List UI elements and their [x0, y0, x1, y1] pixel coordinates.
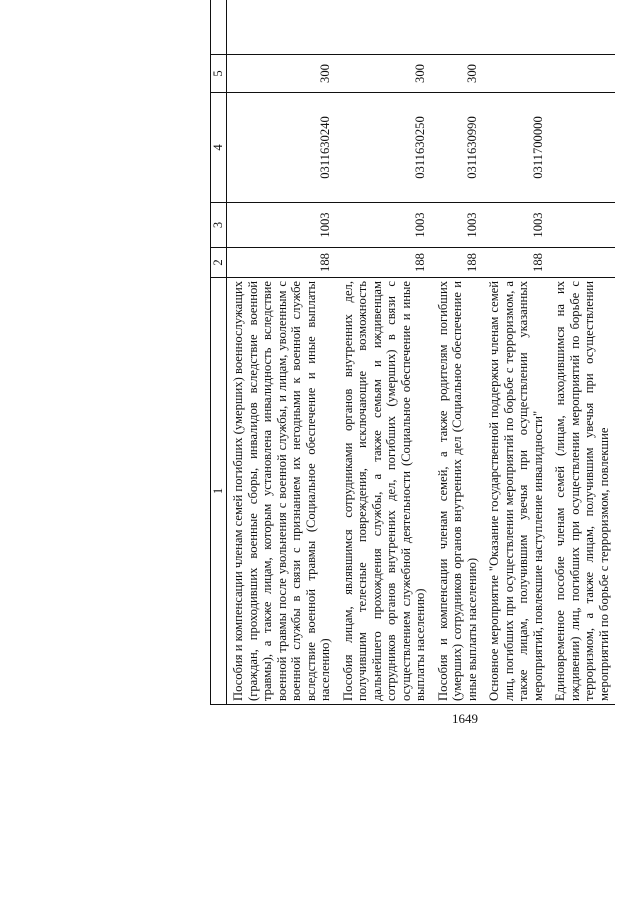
- row-description: Единовременное пособие членам семей (лицам, находившимся на их иждивении) лиц, погибших при осуществлении мероприятий по борьбе с терроризмом, а также лицам, получившим увечья при осуществлении мероприятий по борьбе с терроризмом, повлекшие: [549, 278, 615, 705]
- row-description: Пособия лицам, являвшимся сотрудниками органов внутренних дел, получившим телесные повреждения, исключающие возможность дальнейшего прохождения службы, а также семьям и иждивенцам сотрудников органов внутренних дел, погибших (умерших) в связи с осуществлением служебной деятельности (Социальное обеспечение и иные выплаты населению): [337, 278, 432, 705]
- row-amount: [483, 0, 549, 55]
- row-amount: [432, 0, 484, 55]
- row-expense-type: [549, 55, 615, 93]
- row-ministry-code: [549, 248, 615, 278]
- row-amount: [227, 0, 337, 55]
- row-description: Пособия и компенсации членам семей погибших (умерших) военнослужащих (граждан, проходивших военные сборы, инвалидов вследствие военной травмы), а также лицам, которым установлена инвалидность вследствие военной травмы после увольнения с военной службы, и лицам, уволенным с военной службы в связи с признанием их негодными к военной службе вследствие военной травмы (Социальное обеспечение и иные выплаты населению): [227, 278, 337, 705]
- header-row: [211, 0, 227, 705]
- page-number: 1649: [452, 711, 478, 726]
- column-header-1: 1: [211, 278, 227, 705]
- row-expense-type: 300: [432, 55, 484, 93]
- column-header-2: 2: [211, 248, 227, 278]
- row-ministry-code: 188: [337, 248, 432, 278]
- table-row: [432, 0, 484, 705]
- row-ministry-code: 188: [227, 248, 337, 278]
- column-header-3: 3: [211, 203, 227, 248]
- row-amount: [337, 0, 432, 55]
- row-target-code: 0311700000: [483, 93, 549, 203]
- row-target-code: 0311630250: [337, 93, 432, 203]
- row-section-code: 1003: [337, 203, 432, 248]
- table-row: [337, 0, 432, 705]
- row-target-code: 0311630240: [227, 93, 337, 203]
- column-header-6: [211, 0, 227, 55]
- row-amount: [549, 0, 615, 55]
- row-section-code: 1003: [432, 203, 484, 248]
- row-section-code: [549, 203, 615, 248]
- table-row: [227, 0, 337, 705]
- row-target-code: [549, 93, 615, 203]
- table-row: [483, 0, 549, 705]
- row-section-code: 1003: [483, 203, 549, 248]
- rotated-content: [190, 0, 640, 727]
- page-number-area: [190, 711, 640, 727]
- row-description: Основное мероприятие "Оказание государственной поддержки членам семей лиц, погибших при осуществлении мероприятий по борьбе с терроризмом, а также лицам, получившим увечья при осуществлении указанных мероприятий, повлекшие наступление инвалидности": [483, 278, 549, 705]
- row-ministry-code: 188: [483, 248, 549, 278]
- table-row: [549, 0, 615, 705]
- row-expense-type: [483, 55, 549, 93]
- row-expense-type: 300: [227, 55, 337, 93]
- row-expense-type: 300: [337, 55, 432, 93]
- column-header-5: 5: [211, 55, 227, 93]
- row-target-code: 0311630990: [432, 93, 484, 203]
- row-section-code: 1003: [227, 203, 337, 248]
- row-description: Пособия и компенсации членам семей, а также родителям погибших (умерших) сотрудников органов внутренних дел (Социальное обеспечение и иные выплаты населению): [432, 278, 484, 705]
- budget-table-wrap: [210, 0, 640, 705]
- column-header-4: 4: [211, 93, 227, 203]
- budget-table: [210, 0, 615, 705]
- row-ministry-code: 188: [432, 248, 484, 278]
